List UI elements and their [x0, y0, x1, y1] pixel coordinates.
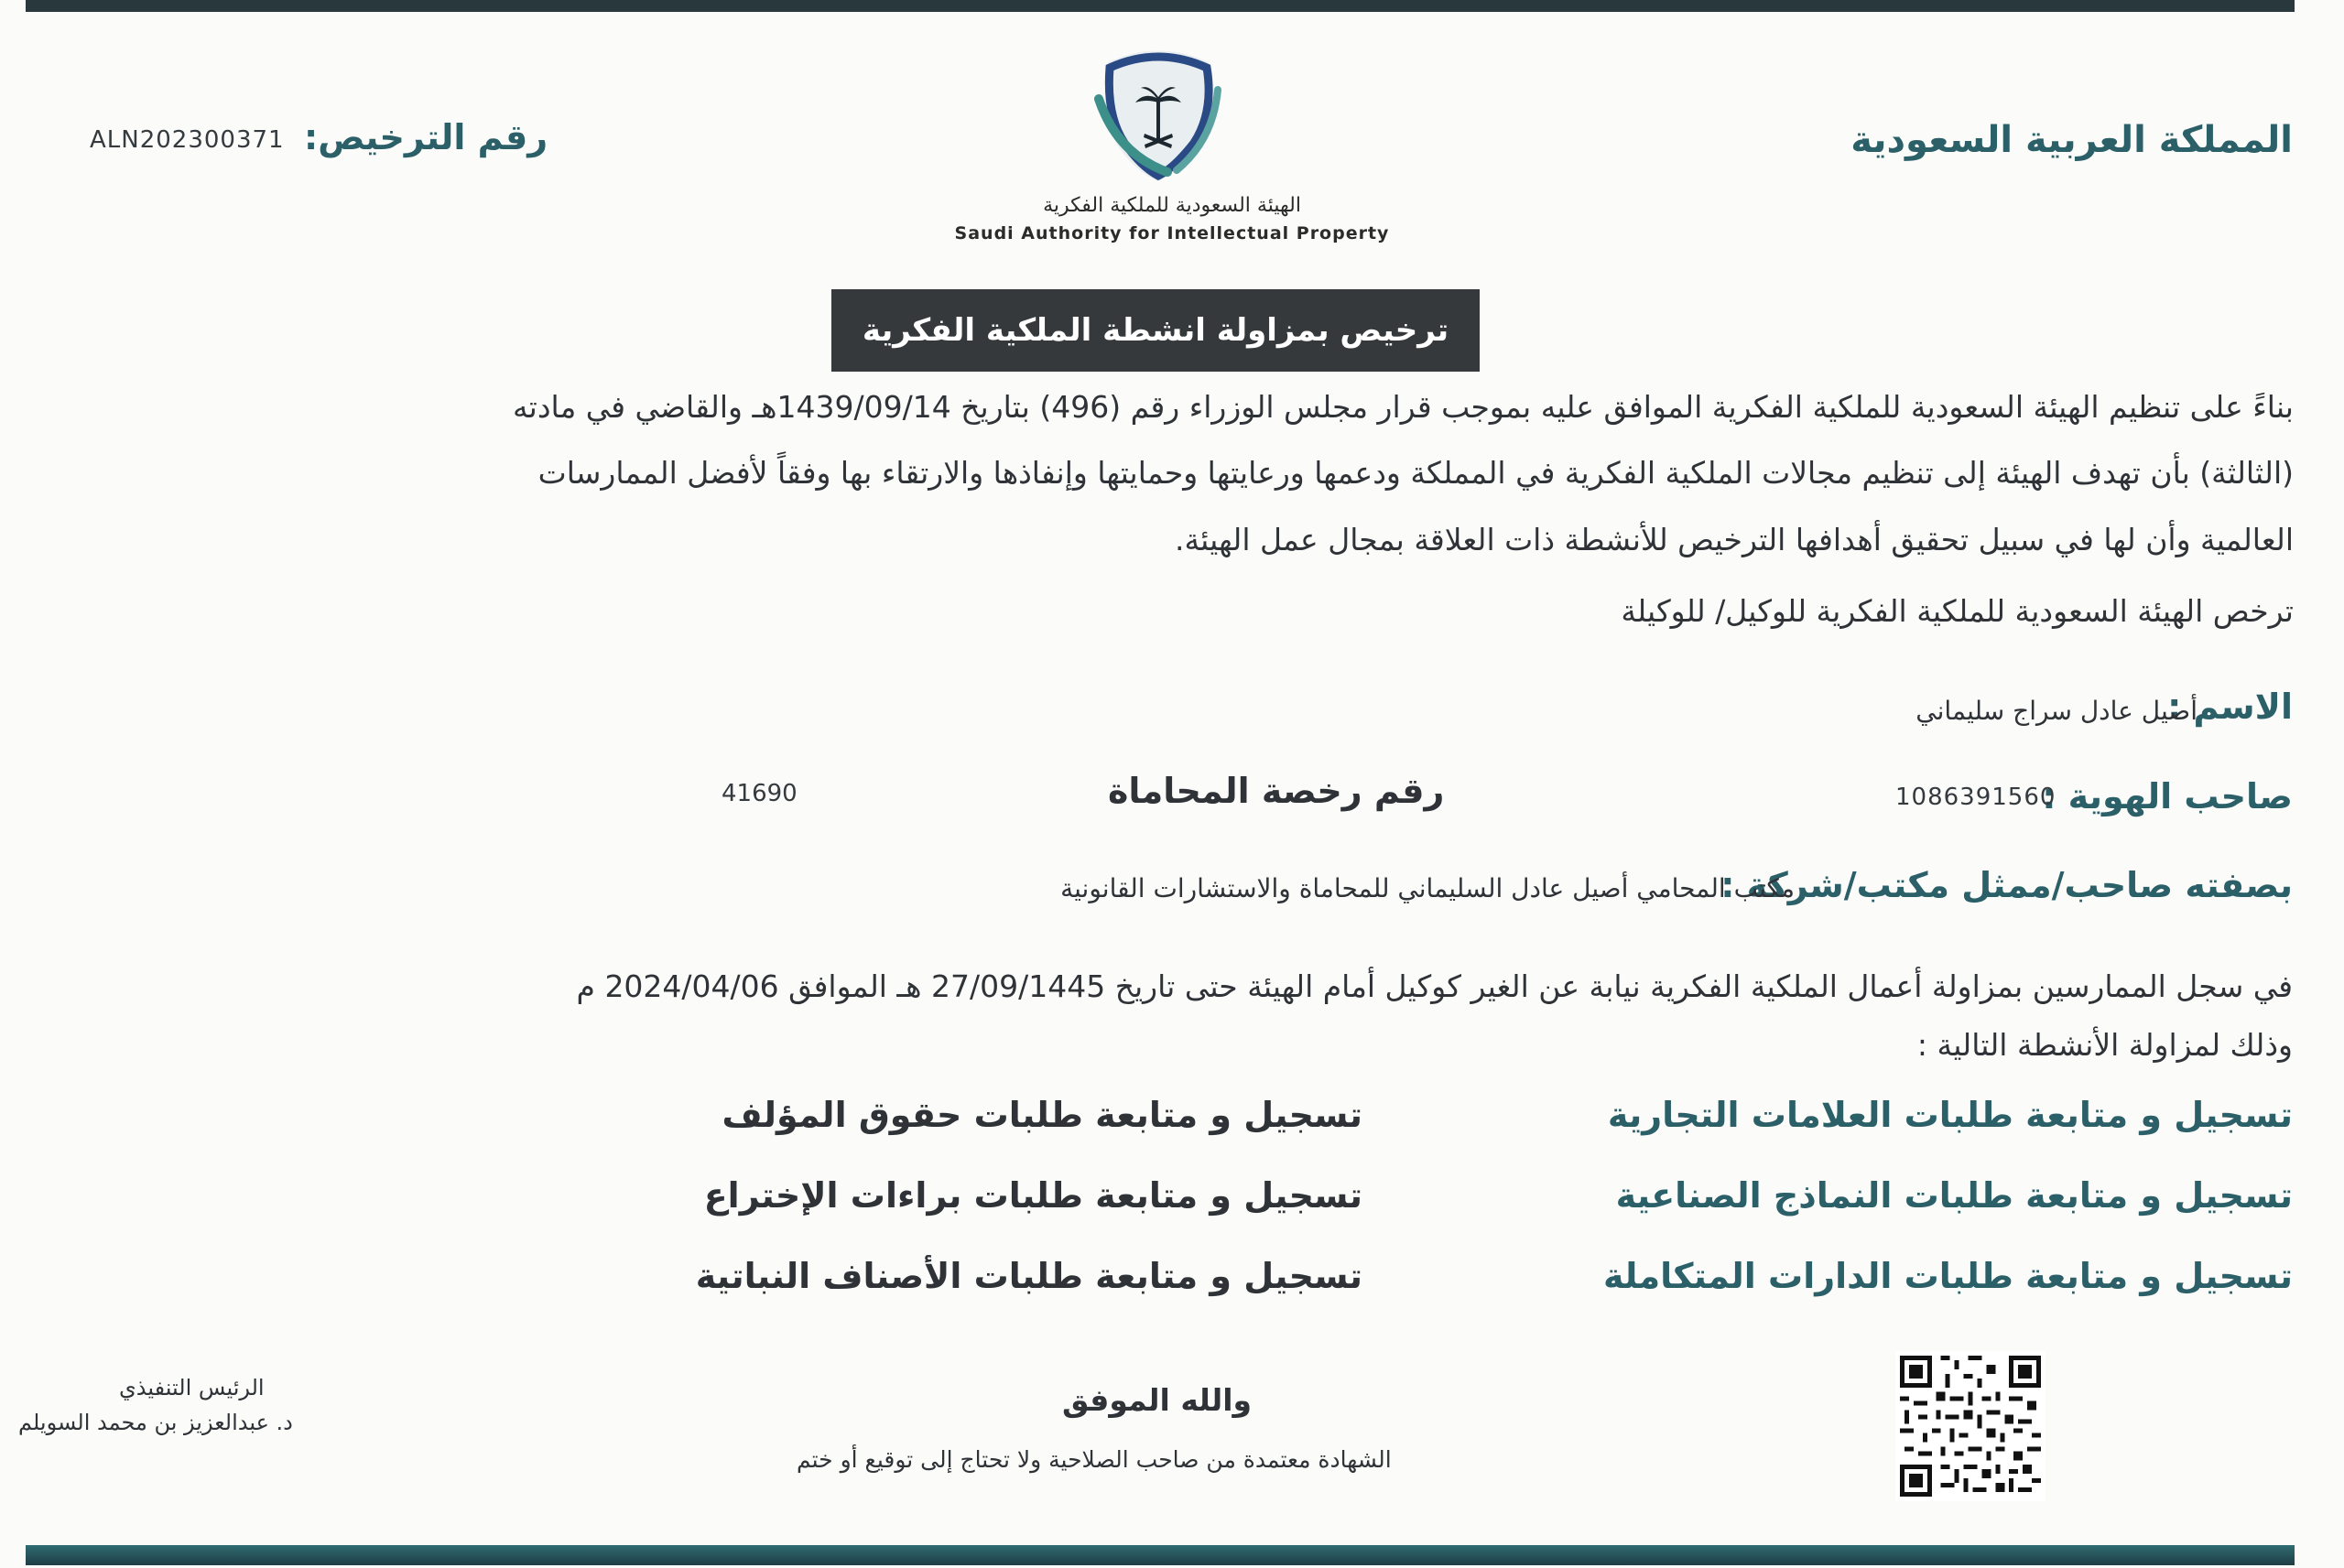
- id-value: 1086391560: [1895, 784, 2056, 811]
- activity-plant-varieties: تسجيل و متابعة طلبات الأصناف النباتية: [695, 1256, 1362, 1296]
- law-license-label: رقم رخصة المحاماة: [1108, 771, 1445, 811]
- qr-code-icon: [1895, 1351, 2046, 1501]
- license-number-label: رقم الترخيص:: [304, 117, 548, 157]
- preamble-line-3: العالمية وأن لها في سبيل تحقيق أهدافها الترخيص للأنشطة ذات العلاقة بمجال عمل الهيئة.: [1174, 522, 2294, 557]
- activity-integrated-circuits: تسجيل و متابعة طلبات الدارات المتكاملة: [1603, 1256, 2293, 1296]
- activities-intro: وذلك لمزاولة الأنشطة التالية :: [1916, 1027, 2293, 1063]
- authority-logo-icon: [1080, 35, 1236, 190]
- activity-industrial-designs: تسجيل و متابعة طلبات النماذج الصناعية: [1615, 1175, 2293, 1216]
- activity-trademarks: تسجيل و متابعة طلبات العلامات التجارية: [1607, 1095, 2293, 1135]
- law-license-value: 41690: [722, 780, 798, 807]
- capacity-label: بصفته صاحب/ممثل مكتب/شركة :: [1720, 865, 2293, 905]
- name-value: أصيل عادل سراج سليماني: [1915, 696, 2198, 726]
- signatory-name: د. عبدالعزيز بن محمد السويلم: [18, 1410, 293, 1435]
- country-name: المملكة العربية السعودية: [1850, 119, 2293, 161]
- certificate-note: الشهادة معتمدة من صاحب الصلاحية ولا تحتاج إلى توقيع أو ختم: [797, 1446, 1392, 1473]
- preamble-line-1: بناءً على تنظيم الهيئة السعودية للملكية الفكرية الموافق عليه بموجب قرار مجلس الوزراء رقم (496) بتاريخ 1439/09/14هـ والقاضي في مادته: [512, 389, 2294, 425]
- registration-statement: في سجل الممارسين بمزاولة أعمال الملكية الفكرية نيابة عن الغير كوكيل أمام الهيئة حتى تاريخ 27/09/1445 هـ الموافق 2024/04/06 م: [576, 968, 2293, 1004]
- grant-statement: ترخص الهيئة السعودية للملكية الفكرية للوكيل/ للوكيلة: [1621, 593, 2294, 629]
- document-title: ترخيص بمزاولة انشطة الملكية الفكرية: [831, 289, 1480, 372]
- bottom-border: [26, 1545, 2295, 1565]
- activity-copyright: تسجيل و متابعة طلبات حقوق المؤلف: [722, 1095, 1362, 1135]
- closing-phrase: والله الموفق: [1062, 1382, 1253, 1418]
- license-number-value: ALN202300371: [90, 126, 285, 154]
- id-label: صاحب الهوية :: [2042, 776, 2293, 816]
- preamble-line-2: (الثالثة) بأن تهدف الهيئة إلى تنظيم مجالات الملكية الفكرية في المملكة ودعمها ورعايتها وحمايتها وإنفاذها والارتقاء بها وفقاً لأفضل الممارسات: [537, 455, 2294, 491]
- activity-patents: تسجيل و متابعة طلبات براءات الإختراع: [703, 1175, 1362, 1216]
- capacity-value: مكتب المحامي أصيل عادل السليماني للمحاماة والاستشارات القانونية: [1060, 873, 1795, 903]
- name-label: الاسم :: [2167, 687, 2293, 727]
- signatory-title: الرئيس التنفيذي: [119, 1375, 265, 1400]
- top-border: [26, 0, 2295, 12]
- authority-name-arabic: الهيئة السعودية للملكية الفكرية: [1043, 194, 1301, 217]
- authority-name-english: Saudi Authority for Intellectual Property: [954, 223, 1390, 243]
